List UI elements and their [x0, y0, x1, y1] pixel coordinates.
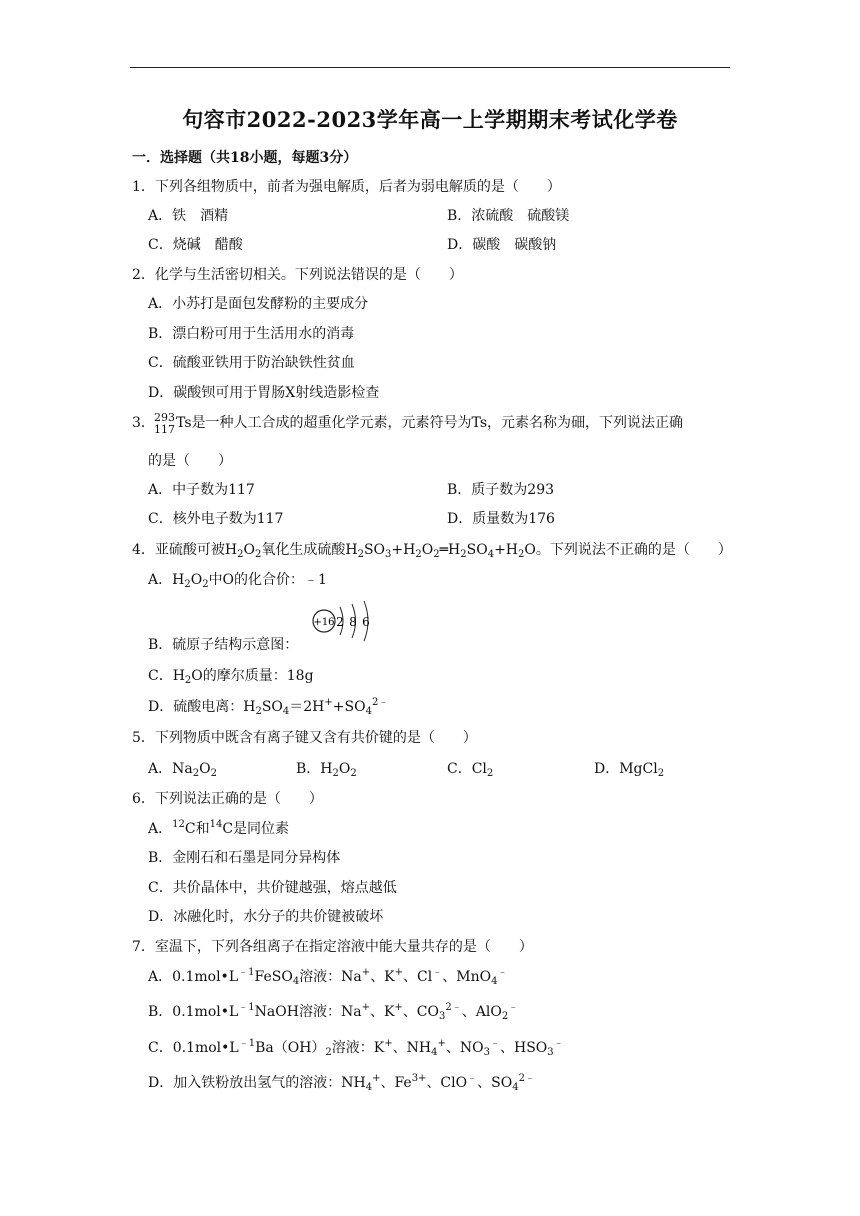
q6a-text: A．	[148, 821, 173, 837]
sub: 2	[192, 768, 200, 779]
q7c-text: 溶液：K	[331, 1040, 385, 1056]
header-rule	[130, 67, 730, 68]
q7-option-d	[148, 1074, 535, 1092]
q2-option-d: D．碳酸钡可用于胃肠X射线造影检查	[148, 385, 380, 401]
sub: 4	[282, 706, 290, 717]
q5a-text: A．Na	[148, 761, 193, 777]
q7a-text: FeSO	[254, 969, 293, 985]
q7a-text: 、MnO	[442, 969, 492, 985]
q7c-text: Ba（OH）	[255, 1040, 326, 1056]
q7b-text: B．0.1mol•L	[148, 1004, 239, 1020]
question-6-stem: 6．下列说法正确的是（ ）	[132, 791, 323, 807]
q7c-text: 、NH	[392, 1040, 432, 1056]
sub: 3	[483, 1047, 490, 1058]
q4d-text: SO	[261, 699, 283, 715]
sub: 4	[487, 549, 495, 560]
q5b-text: B．H	[296, 761, 333, 777]
q4-text: +H	[494, 542, 519, 558]
sub: 4	[431, 1047, 438, 1058]
q4a-text: A．H	[148, 572, 185, 588]
question-7-stem: 7．室温下，下列各组离子在指定溶液中能大量共存的是（ ）	[132, 939, 533, 955]
q7b-text: 、K	[369, 1004, 395, 1020]
sup: 3+	[411, 1073, 427, 1084]
mass-number: 293	[154, 411, 175, 424]
q4d-text: D．硫酸电离：H	[148, 699, 256, 715]
sub: 2	[460, 549, 467, 560]
sub: 4	[365, 706, 372, 717]
sub: 2	[325, 1047, 332, 1058]
sub: 2	[415, 549, 422, 560]
sub: 4	[365, 1082, 373, 1093]
sub: 3	[385, 549, 392, 560]
sub: 2	[254, 549, 262, 560]
sup: 12	[172, 819, 185, 830]
sup: ﹣1	[238, 1002, 255, 1013]
question-1-stem: 1．下列各组物质中，前者为强电解质，后者为弱电解质的是（ ）	[132, 179, 561, 195]
sub: 3	[439, 1011, 446, 1022]
q7d-text: 、ClO	[426, 1075, 468, 1091]
shell-electrons-2: 8	[349, 615, 357, 629]
q7b-text: 、CO	[402, 1004, 440, 1020]
sub: 4	[512, 1082, 519, 1093]
q3-option-a: A．中子数为117	[148, 482, 255, 498]
sub: 2	[202, 579, 209, 590]
q6-option-c: C．共价晶体中，共价键越强，熔点越低	[148, 880, 397, 896]
page-title: 句容市2022-2023学年高一上学期期末考试化学卷	[182, 107, 678, 132]
q1-option-d: D．碳酸 碳酸钠	[447, 237, 557, 253]
sub: 2	[350, 768, 357, 779]
q5-option-c	[447, 760, 493, 778]
q4-text: ═H	[439, 542, 461, 558]
sub: 4	[491, 976, 498, 987]
q4a-text: O	[190, 572, 203, 588]
question-3-stem: Ts是一种人工合成的超重化学元素，元素符号为Ts，元素名称为鿬，下列说法正确	[176, 415, 684, 431]
q7c-text: 、HSO	[500, 1040, 548, 1056]
question-2-stem: 2．化学与生活密切相关。下列说法错误的是（ ）	[132, 267, 463, 283]
q4c-text: O的摩尔质量：18g	[191, 668, 314, 684]
sub: 2	[657, 768, 665, 779]
sup: +	[394, 1002, 403, 1013]
sub: 2	[357, 549, 364, 560]
section-heading: 一．选择题（共18小题，每题3分）	[132, 150, 358, 166]
sub: 2	[332, 768, 339, 779]
q4c-text: C．H	[148, 668, 185, 684]
q4d-text: +SO	[332, 699, 366, 715]
q7c-text: 、NO	[445, 1040, 484, 1056]
q2-option-b: B．漂白粉可用于生活用水的消毒	[148, 326, 355, 342]
question-3-number: 3．	[132, 415, 155, 431]
sup: 2﹣	[518, 1073, 535, 1084]
q4-text: 氧化生成硫酸H	[261, 542, 358, 558]
sub: 2	[433, 549, 440, 560]
shell-electrons-1: 2	[336, 615, 344, 629]
q7-option-c	[148, 1039, 564, 1057]
q5-option-b	[296, 760, 357, 778]
q1-option-c: C．烧碱 醋酸	[148, 237, 243, 253]
sup: ﹣	[490, 1038, 500, 1049]
sup: ﹣	[432, 967, 443, 978]
sub: 2	[486, 768, 494, 779]
sub: 2	[237, 549, 244, 560]
q5d-text: D．MgCl	[594, 761, 658, 777]
nuclide-notation	[154, 412, 175, 436]
sup: +	[372, 1073, 381, 1084]
q7-option-b	[148, 1003, 518, 1021]
q6a-text: C和	[184, 821, 210, 837]
sup: +	[324, 697, 333, 708]
sup: 14	[209, 819, 223, 830]
sub: 2	[255, 706, 262, 717]
q3-option-c: C．核外电子数为117	[148, 511, 284, 527]
sub: 2	[518, 549, 525, 560]
sup: +	[361, 1002, 370, 1013]
q7d-text: D．加入铁粉放出氢气的溶液：NH	[148, 1075, 366, 1091]
q4-text: +H	[391, 542, 416, 558]
sup: 2﹣	[371, 697, 389, 708]
q4-text: O	[243, 542, 255, 558]
q6-option-a	[148, 820, 289, 838]
q7d-text: 、SO	[477, 1075, 513, 1091]
q7b-text: NaOH溶液：Na	[254, 1004, 362, 1020]
q7a-text: A．0.1mol•L	[148, 969, 239, 985]
sup: ﹣	[467, 1073, 478, 1084]
q4-text: O。下列说法不正确的是（ ）	[524, 542, 732, 558]
sup: +	[394, 967, 404, 978]
q7a-text: 溶液：Na	[299, 969, 362, 985]
sub: 2	[210, 768, 217, 779]
q4-option-c	[148, 667, 314, 685]
sup: 2﹣	[445, 1002, 462, 1013]
q4-text: 4．亚硫酸可被H	[132, 542, 238, 558]
sub: 4	[292, 976, 300, 987]
q5b-o: O	[338, 761, 351, 777]
sup: +	[437, 1038, 446, 1049]
q5c-text: C．Cl	[447, 761, 487, 777]
shell-electrons-3: 6	[362, 615, 370, 629]
sup: ﹣	[553, 1038, 564, 1049]
q4-text: SO	[466, 542, 488, 558]
q6-option-b: B．金刚石和石墨是同分异构体	[148, 850, 341, 866]
q7-option-a	[148, 968, 507, 986]
q6a-text: C是同位素	[222, 821, 290, 837]
q4-option-b: B．硫原子结构示意图：	[148, 637, 299, 653]
q7c-text: C．0.1mol•L	[148, 1040, 239, 1056]
q3-option-d: D．质量数为176	[447, 511, 555, 527]
q5a-o: O	[199, 761, 211, 777]
question-5-stem: 5．下列物质中既含有离子键又含有共价键的是（ ）	[132, 730, 477, 746]
question-4-stem	[132, 541, 732, 559]
q1-option-b: B．浓硫酸 硫酸镁	[447, 208, 570, 224]
q4-text: SO	[363, 542, 386, 558]
q6-option-d: D．冰融化时，水分子的共价键被破坏	[148, 909, 384, 925]
question-3-stem-cont: 的是（ ）	[148, 453, 232, 469]
q7d-text: 、Fe	[380, 1075, 412, 1091]
q4-option-d	[148, 698, 388, 716]
q4-option-a	[148, 571, 327, 589]
sub: 2	[184, 675, 192, 686]
sub: 2	[184, 579, 191, 590]
q5-option-a	[148, 760, 217, 778]
q7b-text: 、AlO	[461, 1004, 502, 1020]
sup: ﹣	[497, 967, 508, 978]
q3-option-b: B．质子数为293	[447, 482, 555, 498]
sup: +	[361, 967, 371, 978]
sub: 3	[547, 1047, 554, 1058]
sub: 2	[501, 1011, 509, 1022]
q4a-text: 中O的化合价：﹣1	[208, 572, 327, 588]
atomic-number: 117	[154, 423, 175, 436]
q5-option-d	[594, 760, 664, 778]
sup: ﹣1	[238, 1038, 256, 1049]
q2-option-a: A．小苏打是面包发酵粉的主要成分	[148, 296, 369, 312]
q1-option-a: A．铁 酒精	[148, 208, 229, 224]
q7a-text: 、K	[370, 969, 395, 985]
sup: ﹣1	[238, 967, 255, 978]
nucleus-charge: +16	[313, 617, 335, 628]
sup: ﹣	[508, 1002, 519, 1013]
sup: +	[384, 1038, 393, 1049]
sulfur-atom-diagram	[310, 599, 380, 643]
q7a-text: 、Cl	[403, 969, 433, 985]
q4-text: O	[421, 542, 434, 558]
q4d-text: ＝2H	[289, 699, 325, 715]
q2-option-c: C．硫酸亚铁用于防治缺铁性贫血	[148, 355, 355, 371]
